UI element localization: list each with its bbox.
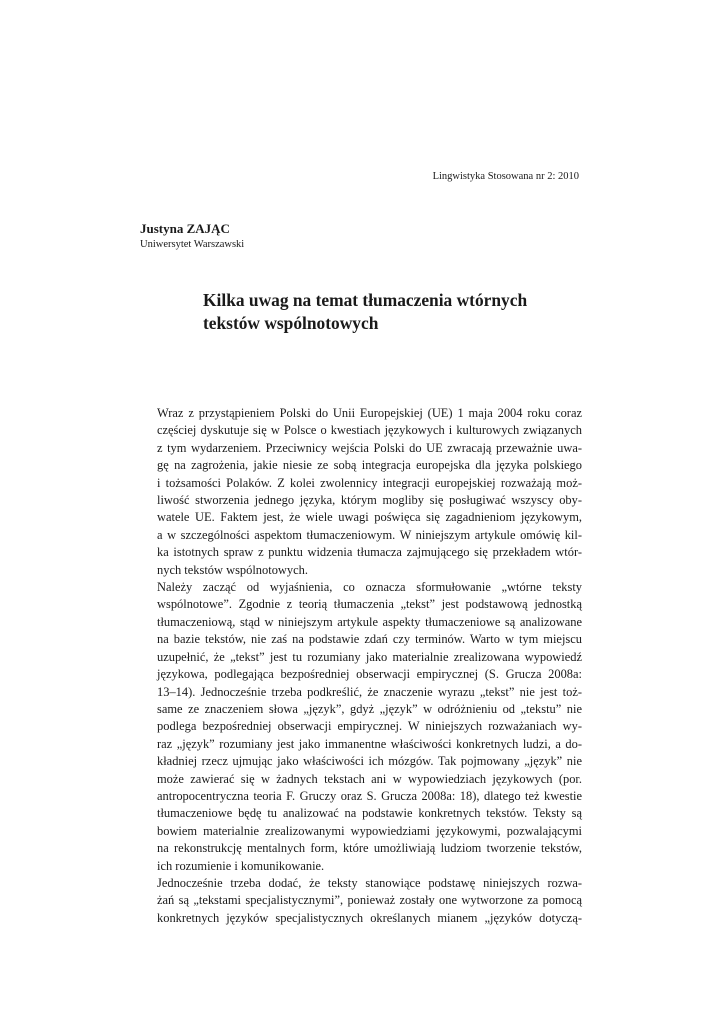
article-title-line-2: tekstów wspólnotowych — [203, 313, 379, 333]
text-line: same ze znaczeniem słowa „język”, gdyż „język” w odróżnieniu od „tekstu” nie — [157, 701, 582, 716]
text-line: ich rozumienie i komunikowanie. — [157, 858, 325, 873]
paragraph-1 — [140, 405, 582, 579]
text-line: językowa, podlegająca bezpośredniej obserwacji empirycznej (S. Grucza 2008a: — [157, 667, 582, 682]
article-title — [203, 289, 593, 335]
author-affiliation: Uniwersytet Warszawski — [140, 239, 245, 250]
text-line: na bazie tekstów, nie zaś na podstawie zdań czy terminów. Warto w tym miejscu — [157, 632, 582, 647]
paragraph-3 — [140, 875, 582, 927]
paragraph-2 — [140, 579, 582, 875]
text-line: antropocentryczna teoria F. Gruczy oraz S. Grucza 2008a: 18), dlatego też kwestie — [157, 788, 582, 803]
text-line: tłumaczeniową, stąd w niniejszym artykule aspekty tłumaczeniowe są analizowane — [157, 614, 582, 629]
running-head: Lingwistyka Stosowana nr 2: 2010 — [432, 171, 579, 182]
text-line: konkretnych języków specjalistycznych określanych mianem „języków dotyczą- — [157, 910, 582, 925]
text-line: bowiem materialnie zrealizowanymi wypowiedziami językowymi, pozwalającymi — [157, 823, 582, 838]
text-line: wspólnotowe”. Zgodnie z teorią tłumaczenia „tekst” jest podstawową jednostką — [157, 597, 582, 612]
text-line: Jednocześnie trzeba dodać, że teksty stanowiące podstawę niniejszych rozwa- — [157, 875, 582, 890]
text-line: może zawierać się w żadnych tekstach ani w wypowiedziach językowych (por. — [157, 771, 582, 786]
text-line: watele UE. Faktem jest, że wiele uwagi poświęca się zagadnieniom językowym, — [157, 510, 582, 525]
text-line: z tym wydarzeniem. Przeciwnicy wejścia Polski do UE zwracają przeważnie uwa- — [157, 440, 582, 455]
text-line: raz „język” rozumiany jest jako immanentne właściwości konkretnych ludzi, a do- — [157, 736, 582, 751]
text-line: Należy zacząć od wyjaśnienia, co oznacza sformułowanie „wtórne teksty — [157, 580, 582, 595]
text-line: kładniej rzecz ujmując jako właściwości ich mózgów. Tak pojmowany „język” nie — [157, 754, 582, 769]
text-line: ka istotnych spraw z punktu widzenia tłumacza zajmującego się przekładem wtór- — [157, 545, 582, 560]
text-line: tłumaczeniowe będę tu analizować na podstawie konkretnych tekstów. Teksty są — [157, 806, 582, 821]
text-line: częściej dyskutuje się w Polsce o kwestiach językowych i kulturowych związanych — [157, 423, 582, 438]
text-line: i tożsamości Polaków. Z kolei zwolennicy integracji europejskiej rozważają moż- — [157, 475, 582, 490]
text-line: 13–14). Jednocześnie trzeba podkreślić, że znaczenie wyrazu „tekst” nie jest toż- — [157, 684, 582, 699]
text-line: na rekonstrukcję mentalnych form, które umożliwiają ludziom tworzenie tekstów, — [157, 841, 582, 856]
author-block — [140, 220, 580, 252]
author-name: Justyna ZAJĄC — [140, 221, 230, 236]
article-body — [140, 405, 582, 927]
text-line: uzupełnić, że „tekst” jest tu rozumiany jako materialnie zrealizowana wypowiedź — [157, 649, 582, 664]
text-line: a w szczególności aspektom tłumaczeniowym. W niniejszym artykule omówię kil- — [157, 527, 582, 542]
text-line: nych tekstów wspólnotowych. — [157, 562, 308, 577]
article-title-line-1: Kilka uwag na temat tłumaczenia wtórnych — [203, 290, 528, 310]
text-line: podlega bezpośredniej obserwacji empirycznej. W niniejszych rozważaniach wy- — [157, 719, 582, 734]
text-line: Wraz z przystąpieniem Polski do Unii Europejskiej (UE) 1 maja 2004 roku coraz — [157, 406, 582, 420]
text-line: gę na zagrożenia, jakie niesie ze sobą integracja europejska dla języka polskiego — [157, 458, 582, 473]
text-line: liwość stworzenia jednego języka, którym mogliby się posługiwać wszyscy oby- — [157, 493, 582, 508]
text-line: żań są „tekstami specjalistycznymi”, ponieważ zostały one wytworzone za pomocą — [157, 893, 582, 908]
